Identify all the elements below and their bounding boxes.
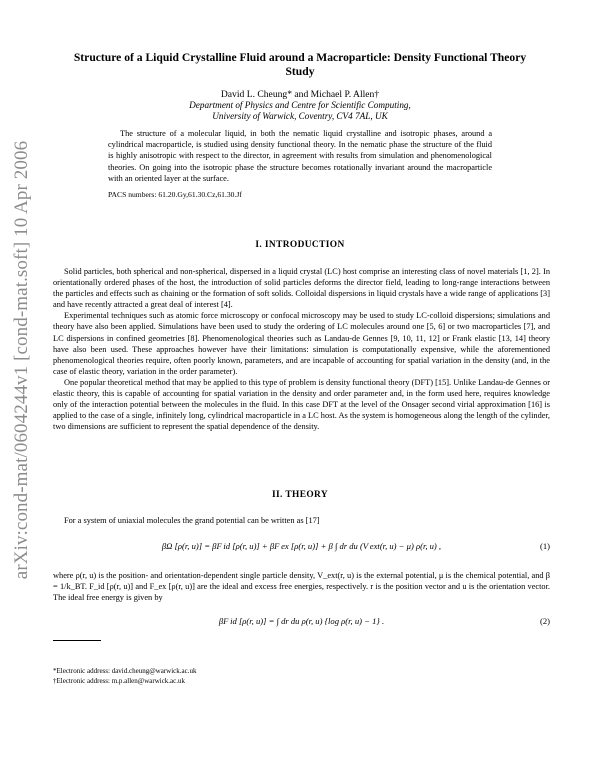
section-heading-theory: II. THEORY: [271, 490, 329, 500]
arxiv-identifier: arXiv:cond-mat/0604244v1 [cond-mat.soft] 10 Apr 2006: [11, 140, 32, 580]
footnote-2: †Electronic address: m.p.allen@warwick.ac.uk: [53, 677, 186, 685]
intro-paragraph: One popular theoretical method that may be applied to this type of problem is density functional theory (DFT) [15]. Unlike Landau-de Gennes or elastic theory, this is capable of accounting for spatial variation in the density and order parameter and, in the form used here, requires knowledge only of the interaction potential between the molecules in the fluid. In this case DFT at the level of the Onsager second virial approximation [16] is applied to the case of a single, infinitely long, cylindrical macroparticle in a LC host. As the system is homogeneous along the length of the cylinder, two dimensions are sufficient to represent the spatial dependence of the density.: [53, 377, 550, 432]
equation-1-number: (1): [539, 541, 550, 551]
author-list: David L. Cheung* and Michael P. Allen†: [220, 89, 380, 100]
footnote-rule: [53, 640, 101, 641]
equation-2: [53, 616, 550, 630]
theory-paragraph: where ρ(r, u) is the position- and orientation-dependent single particle density, V_ext(r, u) is the external potential, μ is the chemical potential, and β = 1/k_BT. F_id [ρ(r, u)] and F_ex [ρ(r, u)] are the ideal and excess free energies, respectively. r is the position vector and u is the orientation vector. The ideal free energy is given by: [53, 571, 550, 603]
theory-intro: [53, 515, 550, 526]
affiliation-line-2: University of Warwick, Coventry, CV4 7AL, UK: [212, 111, 388, 121]
abstract: The structure of a molecular liquid, in both the nematic liquid crystalline and isotropic phases, around a cylindrical macroparticle, is studied using density functional theory. In the nematic phase the structure of the fluid is highly anisotropic with respect to the director, in agreement with results from simulation and phenomenological theories. On going into the isotropic phase the structure becomes rotationally invariant around the macroparticle with an oriented layer at the surface.: [108, 129, 492, 183]
equation-2-expression: βF id [ρ(r, u)] = ∫ dr du ρ(r, u) {log ρ(r, u) − 1} .: [218, 616, 385, 626]
equation-1: [53, 541, 550, 555]
paper-title: Structure of a Liquid Crystalline Fluid around a Macroparticle: Density Functional Theory Study: [73, 51, 527, 78]
footnotes: [53, 666, 196, 686]
equation-2-number: (2): [539, 616, 550, 626]
pacs-numbers: PACS numbers: 61.20.Gy,61.30.Cz,61.30.Jf: [108, 190, 242, 199]
equation-1-expression: βΩ [ρ(r, u)] = βF id [ρ(r, u)] + βF ex [ρ(r, u)] + β ∫ dr du (V ext(r, u) − μ) ρ(r, u) ,: [161, 541, 442, 551]
intro-paragraph: Solid particles, both spherical and non-spherical, dispersed in a liquid crystal (LC) host comprise an interesting class of novel materials [1, 2]. In orientationally ordered phases of the host, the introduction of solid particles deforms the director field, leading to long-range interactions between the particles and effects such as chaining or the formation of soft solids. Colloidal dispersions in liquid crystals have a wide range of applications [3] and have recently attracted a great deal of interest [4].: [53, 267, 550, 310]
introduction-body: [53, 266, 550, 432]
intro-paragraph: Experimental techniques such as atomic force microscopy or confocal microscopy may be used to study LC-colloid dispersions; simulations and theory have also been applied. Simulations have been used to study the ordering of LC molecules around one [5, 6] or two macroparticles [7], and LC dispersions in confined geometries [8]. Phenomenological theories such as Landau-de Gennes [9, 10, 11, 12] or Frank elastic [13, 14] theory have also been used. These approaches however have their limitations: simulation is computationally expensive, while the aforementioned phenomenological theories require, often poorly known, parameters, and are incapable of accounting for spatial variation in the density (and, in the case of elastic theory, variation in the order parameter).: [53, 311, 550, 376]
section-heading-introduction: I. INTRODUCTION: [255, 240, 345, 250]
footnote-1: *Electronic address: david.cheung@warwick.ac.uk: [53, 667, 197, 675]
affiliation: [60, 100, 540, 122]
arxiv-sidebar-stamp: [2, 130, 42, 590]
affiliation-line-1: Department of Physics and Centre for Scientific Computing,: [189, 100, 411, 110]
theory-paragraph: For a system of uniaxial molecules the grand potential can be written as [17]: [64, 516, 320, 525]
theory-after-eq1: [53, 570, 550, 603]
